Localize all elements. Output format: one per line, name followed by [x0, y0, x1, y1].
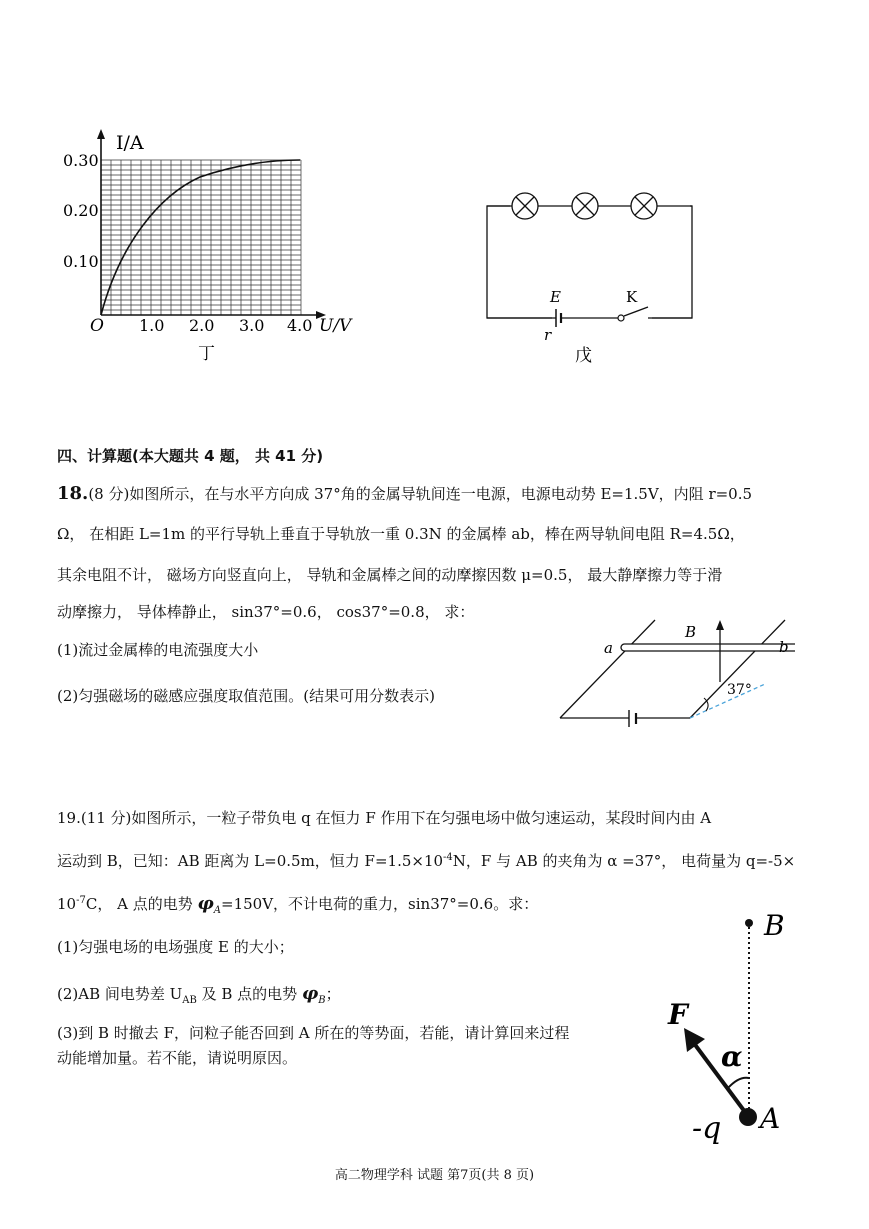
q18-number: 18. — [57, 483, 89, 504]
q19-text: (2)AB 间电势差 U — [57, 985, 183, 1003]
y-tick-label: 0.10 — [63, 252, 99, 271]
label-a: a — [604, 639, 613, 657]
y-tick-label: 0.30 — [63, 151, 99, 170]
q19-text: N，F 与 AB 的夹角为 α =37°， 电荷量为 q=-5× — [452, 852, 796, 870]
point-B — [745, 919, 753, 927]
force-arrow-head — [684, 1028, 705, 1052]
q18-text: (8 分)如图所示，在与水平方向成 37°角的金属导轨间连一电源，电源电动势 E=1.5V，内阻 r=0.5 — [88, 485, 753, 503]
q18-line-4: 动摩擦力， 导体棒静止， sin37°=0.6， cos37°=0.8， 求： — [57, 603, 475, 621]
label-F: F — [668, 998, 688, 1031]
figure-caption: 丁 — [198, 344, 215, 364]
x-tick-label: 2.0 — [189, 316, 215, 335]
iu-graph-figure — [50, 125, 370, 370]
q19-subquestion-3-line-2: 动能增加量。若不能，请说明原因。 — [57, 1049, 298, 1067]
q19-text: ； — [325, 985, 341, 1003]
rail-figure — [555, 612, 795, 732]
angle-label: 37° — [727, 682, 752, 698]
x-axis-label: U/V — [319, 316, 352, 336]
switch-contact — [618, 315, 624, 321]
subscript: AB — [182, 995, 197, 1006]
x-tick-label: 4.0 — [287, 316, 313, 335]
y-tick-label: 0.20 — [63, 201, 99, 220]
point-A — [739, 1108, 757, 1126]
page-footer: 高二物理学科 试题 第7页(共 8 页) — [334, 1168, 535, 1183]
y-axis-arrow — [97, 129, 105, 139]
q18-line-1 — [57, 484, 752, 504]
y-axis-label: I/A — [116, 132, 144, 154]
q19-line-3 — [57, 891, 538, 921]
subscript: A — [213, 905, 222, 916]
x-tick-label: 3.0 — [239, 316, 265, 335]
resistance-label: r — [544, 326, 552, 344]
label-b: b — [779, 638, 789, 656]
q18-subquestion-1: (1)流过金属棒的电流强度大小 — [57, 641, 259, 659]
q19-line-1: 19.(11 分)如图所示，一粒子带负电 q 在恒力 F 作用下在匀强电场中做匀速运动，某段时间内由 A — [57, 809, 712, 827]
origin-label: O — [90, 316, 104, 336]
label-B: B — [764, 909, 785, 942]
lamp-icon — [572, 193, 598, 219]
q19-subquestion-3-line-1: (3)到 B 时撤去 F，问粒子能否回到 A 所在的等势面，若能，请计算回来过程 — [57, 1024, 570, 1042]
subscript: B — [318, 995, 326, 1006]
q19-text: C， A 点的电势 — [85, 895, 193, 913]
label-B: B — [685, 623, 697, 641]
metal-rod-ab — [621, 644, 795, 651]
exponent: -7 — [76, 895, 86, 906]
q19-subquestion-1: (1)匀强电场的电场强度 E 的大小； — [57, 938, 294, 956]
figure-caption: 戊 — [575, 346, 592, 365]
exponent: -4 — [443, 852, 453, 863]
circuit-wire — [487, 206, 692, 318]
circuit-figure — [480, 185, 700, 365]
phi-symbol: φ — [197, 893, 214, 914]
q19-line-2 — [57, 848, 795, 871]
switch-label: K — [626, 288, 638, 306]
lamp-icon — [512, 193, 538, 219]
q18-subquestion-2: (2)匀强磁场的磁感应强度取值范围。(结果可用分数表示) — [57, 687, 435, 705]
rail-right — [690, 620, 785, 718]
q19-text: 及 B 点的电势 — [196, 985, 298, 1003]
graph-grid — [101, 160, 301, 315]
q19-text: =150V，不计电荷的重力，sin37°=0.6。求： — [221, 895, 539, 913]
label-alpha: α — [721, 1040, 743, 1073]
field-arrow-head — [716, 620, 724, 630]
lamp-icon — [631, 193, 657, 219]
section-title: 四、计算题(本大题共 4 题， 共 41 分) — [57, 447, 324, 465]
rail-left — [560, 620, 655, 718]
q19-subquestion-2 — [57, 984, 341, 1011]
force-figure — [660, 902, 800, 1152]
q18-line-2: Ω， 在相距 L=1m 的平行导轨上垂直于导轨放一重 0.3N 的金属棒 ab，棒在两导轨间电阻 R=4.5Ω， — [57, 525, 745, 543]
label-q: -q — [692, 1111, 722, 1146]
q19-text: 10 — [57, 895, 77, 913]
label-A: A — [760, 1102, 781, 1135]
emf-label: E — [550, 288, 561, 306]
angle-arc — [728, 1078, 749, 1088]
x-tick-label: 1.0 — [139, 316, 165, 335]
q18-line-3: 其余电阻不计， 磁场方向竖直向上， 导轨和金属棒之间的动摩擦因数 μ=0.5， 最大静摩擦力等于滑 — [57, 566, 723, 584]
phi-symbol: φ — [301, 983, 319, 1004]
q19-text: 运动到 B，已知：AB 距离为 L=0.5m，恒力 F=1.5×10 — [57, 852, 444, 870]
